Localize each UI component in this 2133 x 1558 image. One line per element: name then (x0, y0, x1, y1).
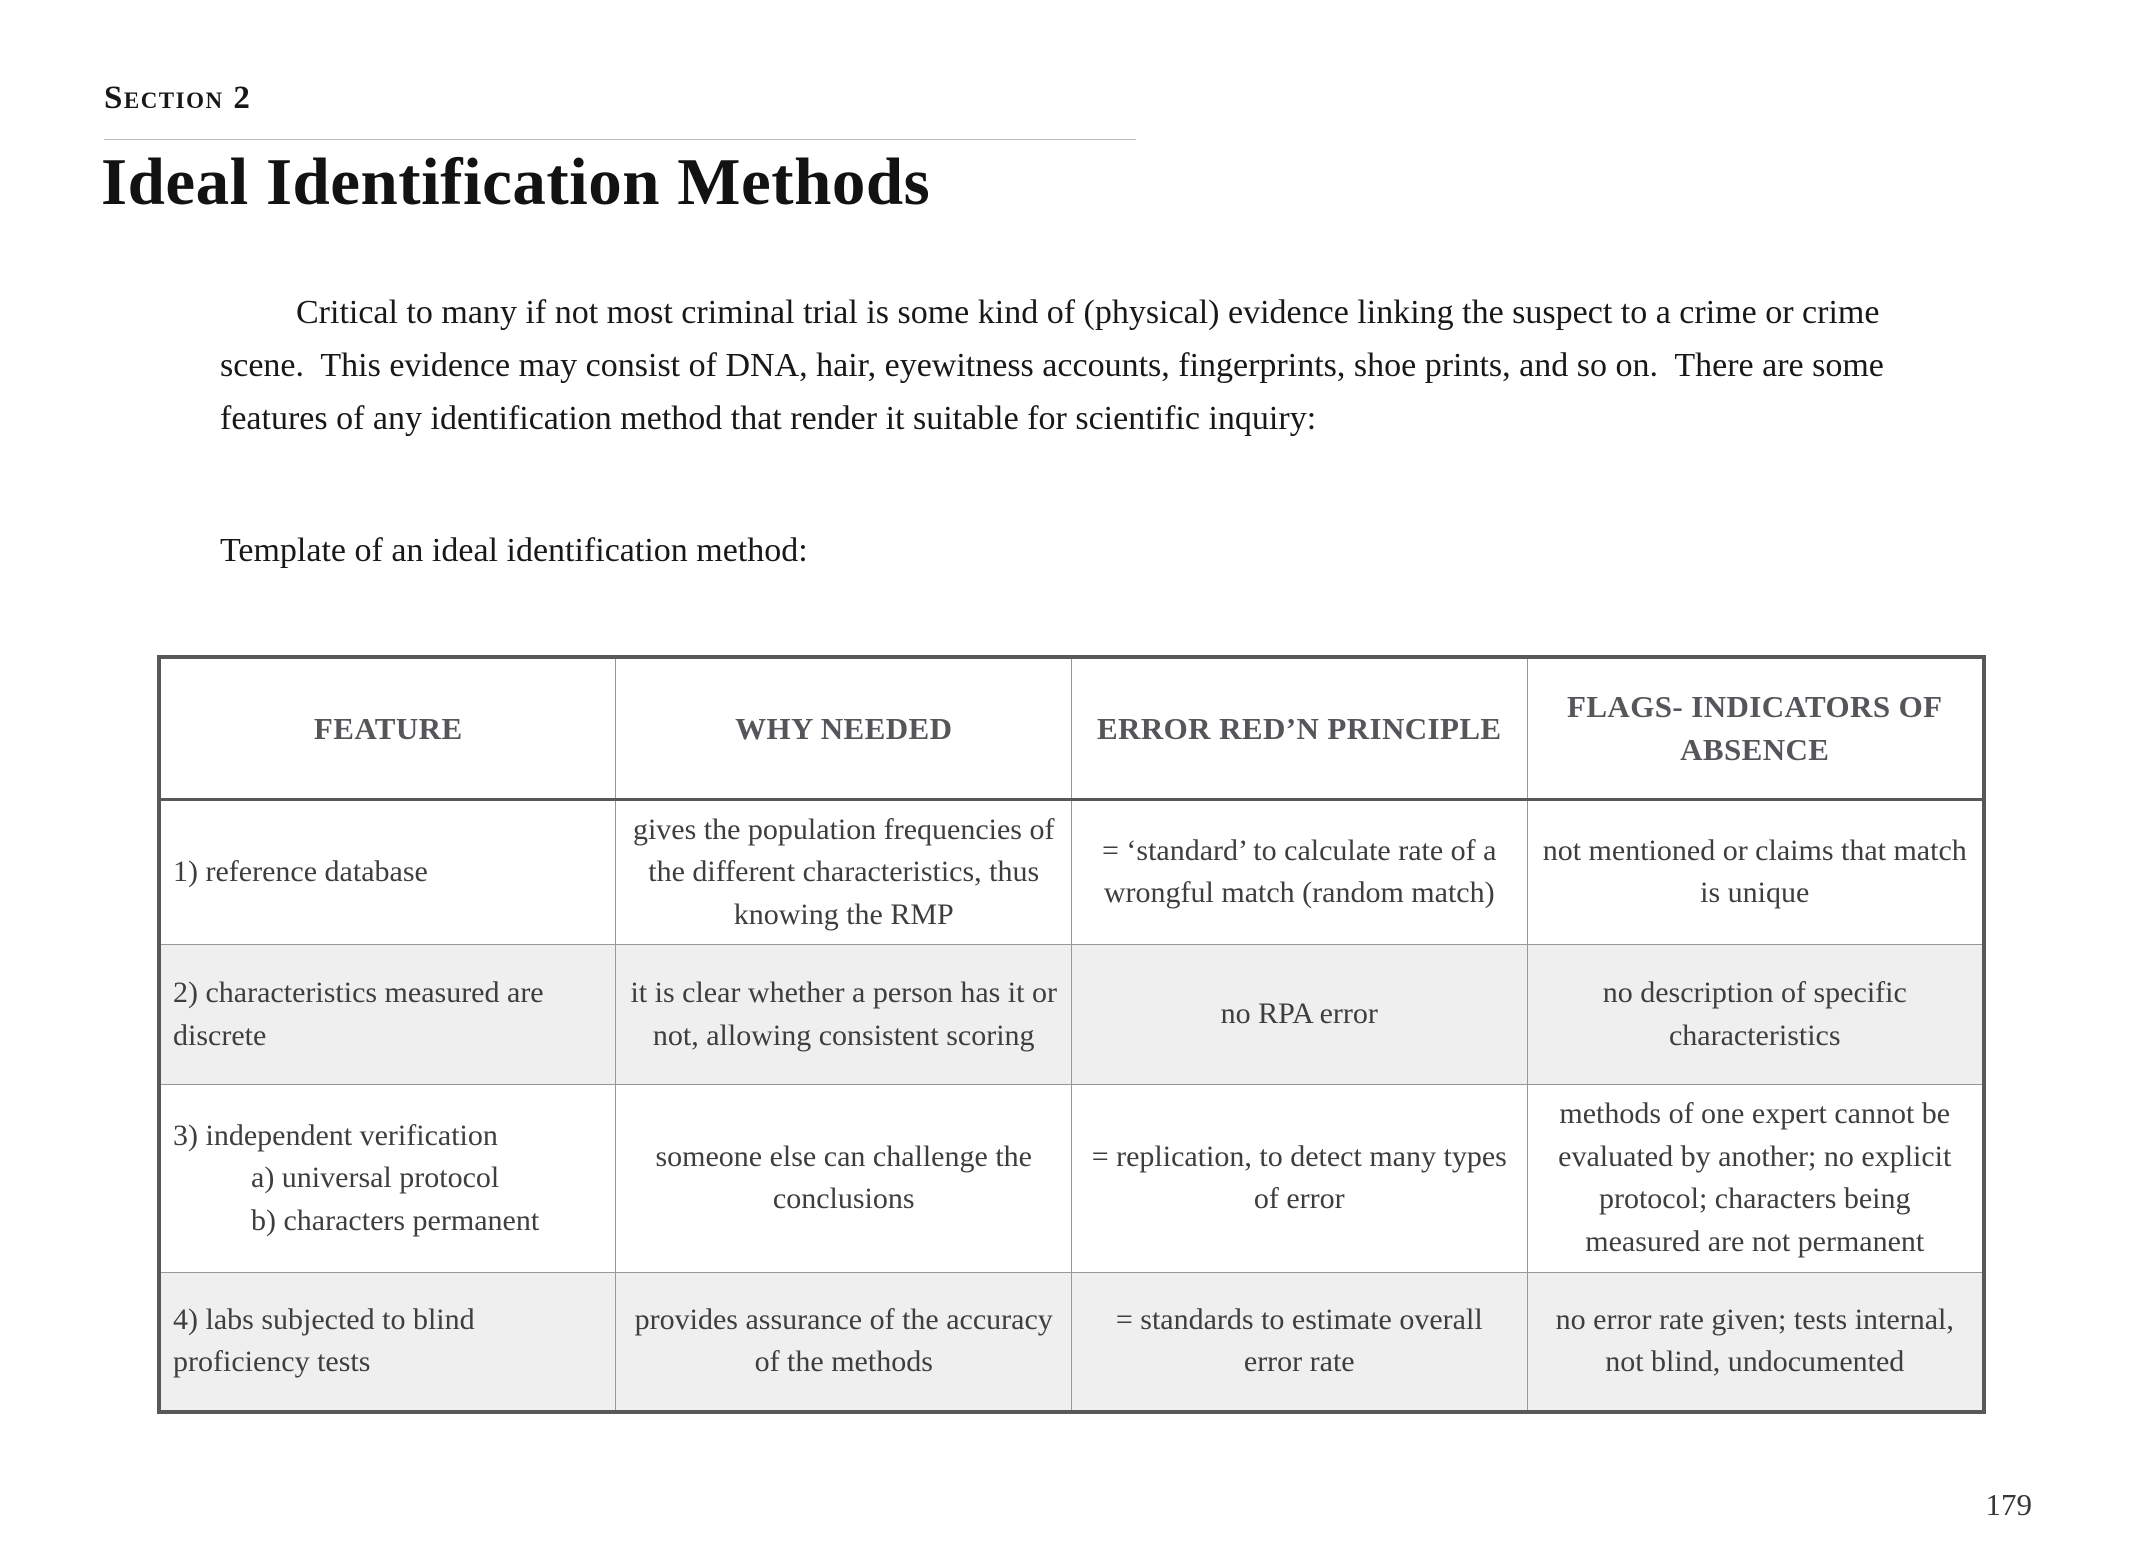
table-row (159, 799, 1984, 945)
cell-flags: not mentioned or claims that match is unique (1527, 799, 1984, 945)
section-label: Section 2 (104, 80, 252, 116)
table-row (159, 945, 1984, 1085)
page-title: Ideal Identification Methods (101, 145, 931, 219)
intro-paragraph: Critical to many if not most criminal trial is some kind of (physical) evidence linking the suspect to a crime or crime scene. This evidence may consist of DNA, hair, eyewitness accounts, fingerprints, shoe prints, and so on. There are some features of any identification method that render it suitable for scientific inquiry: (220, 294, 1893, 437)
cell-flags: methods of one expert cannot be evaluated by another; no explicit protocol; characters being measured are not permanent (1527, 1085, 1984, 1272)
column-header-error-principle: ERROR RED’N PRINCIPLE (1071, 657, 1527, 799)
table-row (159, 1085, 1984, 1272)
cell-why-needed: it is clear whether a person has it or not, allowing consistent scoring (616, 945, 1072, 1085)
column-header-feature: FEATURE (159, 657, 616, 799)
ideal-method-table (157, 655, 1986, 1414)
feature-main-line: 3) independent verification (173, 1118, 498, 1152)
cell-why-needed: someone else can challenge the conclusions (616, 1085, 1072, 1272)
cell-feature: 1) reference database (159, 799, 616, 945)
cell-flags: no error rate given; tests internal, not blind, undocumented (1527, 1272, 1984, 1412)
cell-error-principle: = replication, to detect many types of error (1071, 1085, 1527, 1272)
column-header-why-needed: WHY NEEDED (616, 657, 1072, 799)
cell-feature: 4) labs subjected to blind proficiency tests (159, 1272, 616, 1412)
cell-flags: no description of specific characteristics (1527, 945, 1984, 1085)
table-intro-line: Template of an ideal identification method: (220, 532, 808, 569)
table-header-row (159, 657, 1984, 799)
column-header-flags: FLAGS- INDICATORS OF ABSENCE (1527, 657, 1984, 799)
feature-sub-line-a: a) universal protocol (251, 1161, 500, 1195)
cell-error-principle: = standards to estimate overall error rate (1071, 1272, 1527, 1412)
cell-feature: 2) characteristics measured are discrete (159, 945, 616, 1085)
cell-error-principle: no RPA error (1071, 945, 1527, 1085)
cell-why-needed: gives the population frequencies of the different characteristics, thus knowing the RMP (616, 799, 1072, 945)
cell-error-principle: = ‘standard’ to calculate rate of a wrongful match (random match) (1071, 799, 1527, 945)
page-number: 179 (1985, 1487, 2032, 1522)
cell-feature (159, 1085, 616, 1272)
table-row (159, 1272, 1984, 1412)
feature-sub-line-b: b) characters permanent (251, 1203, 540, 1237)
cell-why-needed: provides assurance of the accuracy of the methods (616, 1272, 1072, 1412)
section-divider (104, 139, 1136, 140)
